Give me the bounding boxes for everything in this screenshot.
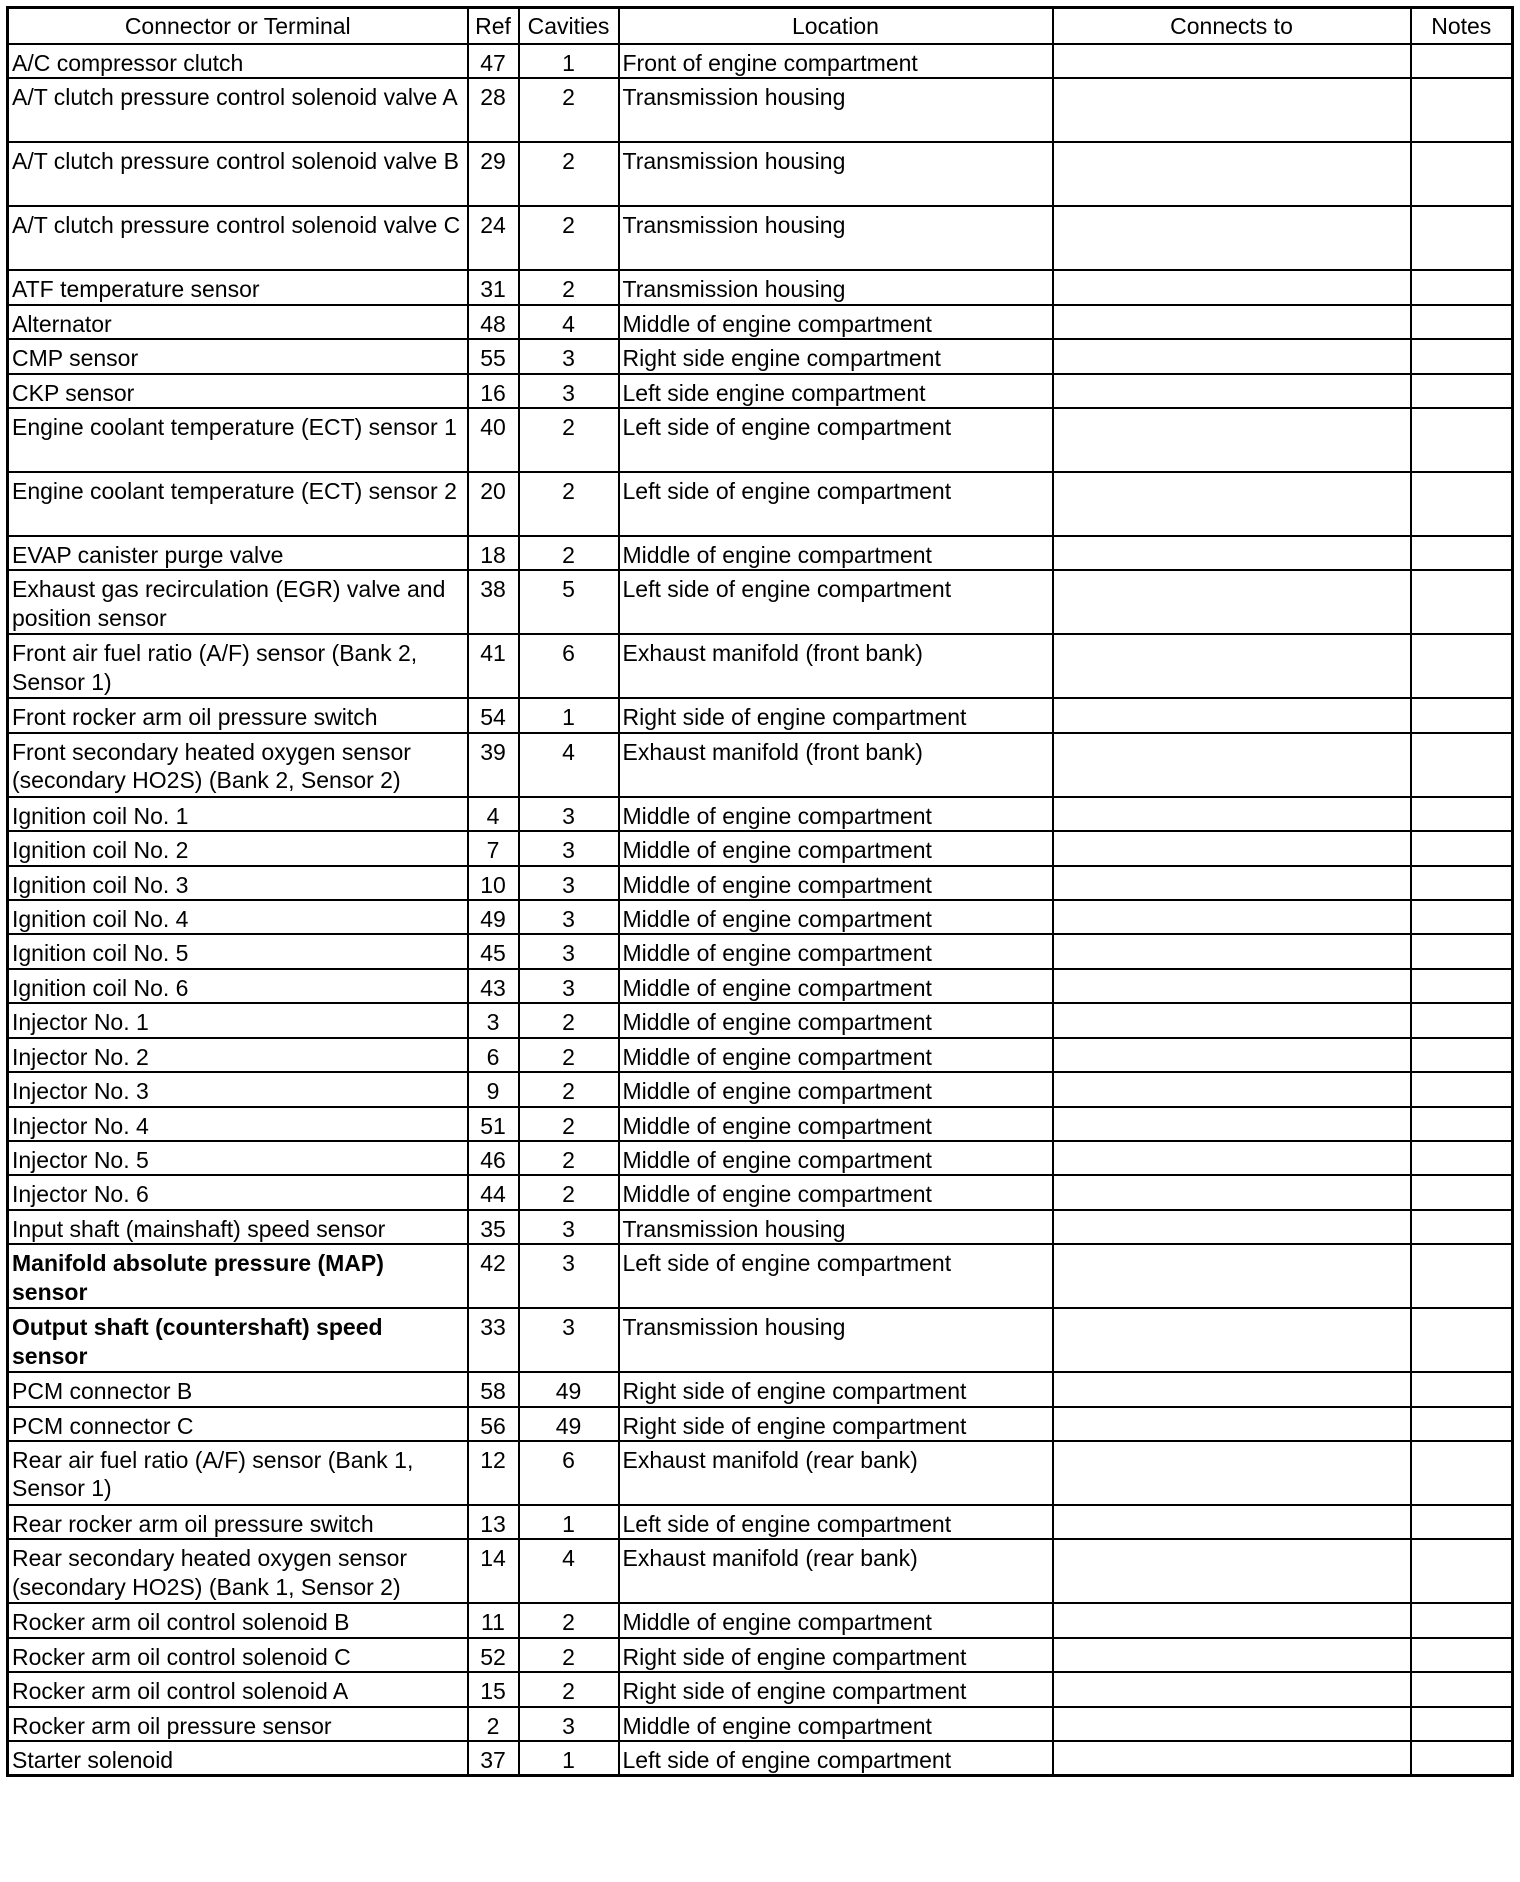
connector-table bbox=[6, 6, 1514, 1777]
cell-connects-to bbox=[1053, 1603, 1411, 1637]
cell-ref: 40 bbox=[468, 408, 519, 472]
cell-notes bbox=[1411, 44, 1513, 78]
cell-connects-to bbox=[1053, 1175, 1411, 1209]
cell-connector: A/T clutch pressure control solenoid valve B bbox=[8, 142, 468, 206]
cell-location: Middle of engine compartment bbox=[619, 305, 1053, 339]
cell-connects-to bbox=[1053, 44, 1411, 78]
cell-location: Right side of engine compartment bbox=[619, 1672, 1053, 1706]
cell-location: Transmission housing bbox=[619, 206, 1053, 270]
table-row bbox=[8, 206, 1513, 270]
cell-cavities: 2 bbox=[519, 1038, 619, 1072]
cell-connector: Engine coolant temperature (ECT) sensor 1 bbox=[8, 408, 468, 472]
table-row bbox=[8, 1505, 1513, 1539]
cell-connector: Front rocker arm oil pressure switch bbox=[8, 698, 468, 732]
table-row bbox=[8, 1210, 1513, 1244]
cell-connects-to bbox=[1053, 831, 1411, 865]
table-row bbox=[8, 900, 1513, 934]
cell-notes bbox=[1411, 472, 1513, 536]
cell-cavities: 3 bbox=[519, 797, 619, 831]
cell-location: Left side engine compartment bbox=[619, 374, 1053, 408]
table-row bbox=[8, 374, 1513, 408]
cell-location: Middle of engine compartment bbox=[619, 1107, 1053, 1141]
cell-ref: 6 bbox=[468, 1038, 519, 1072]
cell-cavities: 2 bbox=[519, 408, 619, 472]
cell-connects-to bbox=[1053, 339, 1411, 373]
cell-cavities: 3 bbox=[519, 1210, 619, 1244]
cell-ref: 54 bbox=[468, 698, 519, 732]
cell-location: Middle of engine compartment bbox=[619, 536, 1053, 570]
cell-connector: Alternator bbox=[8, 305, 468, 339]
cell-location: Right side of engine compartment bbox=[619, 698, 1053, 732]
cell-location: Middle of engine compartment bbox=[619, 797, 1053, 831]
cell-notes bbox=[1411, 1539, 1513, 1603]
cell-location: Middle of engine compartment bbox=[619, 1072, 1053, 1106]
cell-connector: Injector No. 6 bbox=[8, 1175, 468, 1209]
cell-cavities: 2 bbox=[519, 1003, 619, 1037]
table-row bbox=[8, 1038, 1513, 1072]
header-connects-to: Connects to bbox=[1053, 8, 1411, 45]
cell-notes bbox=[1411, 698, 1513, 732]
cell-connects-to bbox=[1053, 1072, 1411, 1106]
cell-ref: 14 bbox=[468, 1539, 519, 1603]
cell-connects-to bbox=[1053, 570, 1411, 634]
cell-location: Middle of engine compartment bbox=[619, 969, 1053, 1003]
cell-connector: A/C compressor clutch bbox=[8, 44, 468, 78]
table-row bbox=[8, 536, 1513, 570]
cell-connects-to bbox=[1053, 408, 1411, 472]
cell-cavities: 2 bbox=[519, 536, 619, 570]
cell-ref: 11 bbox=[468, 1603, 519, 1637]
cell-ref: 46 bbox=[468, 1141, 519, 1175]
cell-notes bbox=[1411, 969, 1513, 1003]
cell-ref: 7 bbox=[468, 831, 519, 865]
table-row bbox=[8, 44, 1513, 78]
cell-connector: Ignition coil No. 1 bbox=[8, 797, 468, 831]
table-row bbox=[8, 305, 1513, 339]
cell-connector: Engine coolant temperature (ECT) sensor 2 bbox=[8, 472, 468, 536]
cell-cavities: 1 bbox=[519, 1741, 619, 1776]
cell-connects-to bbox=[1053, 1141, 1411, 1175]
cell-location: Left side of engine compartment bbox=[619, 472, 1053, 536]
cell-connector: Front secondary heated oxygen sensor (secondary HO2S) (Bank 2, Sensor 2) bbox=[8, 733, 468, 797]
cell-connector: EVAP canister purge valve bbox=[8, 536, 468, 570]
cell-connects-to bbox=[1053, 1407, 1411, 1441]
cell-connector: Rear secondary heated oxygen sensor (secondary HO2S) (Bank 1, Sensor 2) bbox=[8, 1539, 468, 1603]
cell-connects-to bbox=[1053, 374, 1411, 408]
cell-location: Middle of engine compartment bbox=[619, 934, 1053, 968]
cell-connects-to bbox=[1053, 1308, 1411, 1372]
cell-connector: PCM connector B bbox=[8, 1372, 468, 1406]
cell-location: Exhaust manifold (front bank) bbox=[619, 634, 1053, 698]
cell-notes bbox=[1411, 1707, 1513, 1741]
header-row bbox=[8, 8, 1513, 45]
cell-cavities: 3 bbox=[519, 1707, 619, 1741]
cell-notes bbox=[1411, 1003, 1513, 1037]
cell-ref: 9 bbox=[468, 1072, 519, 1106]
cell-connector: Front air fuel ratio (A/F) sensor (Bank 2, Sensor 1) bbox=[8, 634, 468, 698]
cell-notes bbox=[1411, 1210, 1513, 1244]
cell-cavities: 3 bbox=[519, 934, 619, 968]
cell-cavities: 2 bbox=[519, 1603, 619, 1637]
cell-notes bbox=[1411, 78, 1513, 142]
cell-notes bbox=[1411, 1141, 1513, 1175]
cell-connects-to bbox=[1053, 1244, 1411, 1308]
cell-connector: Exhaust gas recirculation (EGR) valve and position sensor bbox=[8, 570, 468, 634]
cell-notes bbox=[1411, 733, 1513, 797]
table-row bbox=[8, 1741, 1513, 1776]
table-row bbox=[8, 142, 1513, 206]
cell-connects-to bbox=[1053, 142, 1411, 206]
cell-ref: 2 bbox=[468, 1707, 519, 1741]
cell-cavities: 2 bbox=[519, 1672, 619, 1706]
cell-cavities: 3 bbox=[519, 1308, 619, 1372]
cell-ref: 28 bbox=[468, 78, 519, 142]
cell-location: Transmission housing bbox=[619, 78, 1053, 142]
cell-location: Transmission housing bbox=[619, 1308, 1053, 1372]
cell-location: Exhaust manifold (rear bank) bbox=[619, 1441, 1053, 1505]
cell-connector: PCM connector C bbox=[8, 1407, 468, 1441]
table-body bbox=[8, 44, 1513, 1776]
cell-ref: 4 bbox=[468, 797, 519, 831]
cell-location: Exhaust manifold (rear bank) bbox=[619, 1539, 1053, 1603]
cell-connects-to bbox=[1053, 1003, 1411, 1037]
cell-ref: 39 bbox=[468, 733, 519, 797]
table-row bbox=[8, 934, 1513, 968]
cell-cavities: 6 bbox=[519, 1441, 619, 1505]
cell-connects-to bbox=[1053, 1372, 1411, 1406]
cell-ref: 43 bbox=[468, 969, 519, 1003]
cell-connects-to bbox=[1053, 1038, 1411, 1072]
cell-location: Middle of engine compartment bbox=[619, 866, 1053, 900]
cell-notes bbox=[1411, 1603, 1513, 1637]
cell-connector: Injector No. 4 bbox=[8, 1107, 468, 1141]
cell-cavities: 2 bbox=[519, 1175, 619, 1209]
cell-cavities: 3 bbox=[519, 969, 619, 1003]
cell-connector: Rocker arm oil control solenoid C bbox=[8, 1638, 468, 1672]
table-row bbox=[8, 408, 1513, 472]
cell-connector: Ignition coil No. 2 bbox=[8, 831, 468, 865]
cell-connects-to bbox=[1053, 634, 1411, 698]
cell-notes bbox=[1411, 1244, 1513, 1308]
table-row bbox=[8, 1244, 1513, 1308]
cell-location: Transmission housing bbox=[619, 142, 1053, 206]
cell-notes bbox=[1411, 1107, 1513, 1141]
cell-connects-to bbox=[1053, 866, 1411, 900]
cell-connects-to bbox=[1053, 1107, 1411, 1141]
cell-connects-to bbox=[1053, 1638, 1411, 1672]
cell-connects-to bbox=[1053, 797, 1411, 831]
table-row bbox=[8, 797, 1513, 831]
cell-connector: Starter solenoid bbox=[8, 1741, 468, 1776]
cell-location: Middle of engine compartment bbox=[619, 900, 1053, 934]
table-row bbox=[8, 339, 1513, 373]
cell-ref: 16 bbox=[468, 374, 519, 408]
cell-connects-to bbox=[1053, 1741, 1411, 1776]
table-row bbox=[8, 1407, 1513, 1441]
table-row bbox=[8, 733, 1513, 797]
cell-ref: 44 bbox=[468, 1175, 519, 1209]
cell-notes bbox=[1411, 570, 1513, 634]
header-ref: Ref bbox=[468, 8, 519, 45]
table-row bbox=[8, 1141, 1513, 1175]
cell-notes bbox=[1411, 374, 1513, 408]
cell-connects-to bbox=[1053, 1672, 1411, 1706]
cell-ref: 24 bbox=[468, 206, 519, 270]
cell-connector: Manifold absolute pressure (MAP) sensor bbox=[8, 1244, 468, 1308]
cell-notes bbox=[1411, 536, 1513, 570]
cell-notes bbox=[1411, 797, 1513, 831]
cell-ref: 56 bbox=[468, 1407, 519, 1441]
cell-connects-to bbox=[1053, 206, 1411, 270]
table-row bbox=[8, 1707, 1513, 1741]
cell-ref: 51 bbox=[468, 1107, 519, 1141]
header-notes: Notes bbox=[1411, 8, 1513, 45]
table-row bbox=[8, 1175, 1513, 1209]
cell-connector: Ignition coil No. 6 bbox=[8, 969, 468, 1003]
cell-ref: 37 bbox=[468, 1741, 519, 1776]
cell-connector: A/T clutch pressure control solenoid valve A bbox=[8, 78, 468, 142]
cell-cavities: 2 bbox=[519, 1072, 619, 1106]
cell-connector: CKP sensor bbox=[8, 374, 468, 408]
cell-cavities: 2 bbox=[519, 270, 619, 304]
cell-location: Right side engine compartment bbox=[619, 339, 1053, 373]
cell-notes bbox=[1411, 1741, 1513, 1776]
cell-connector: Rear air fuel ratio (A/F) sensor (Bank 1, Sensor 1) bbox=[8, 1441, 468, 1505]
cell-connector: Ignition coil No. 5 bbox=[8, 934, 468, 968]
table-row bbox=[8, 969, 1513, 1003]
cell-location: Left side of engine compartment bbox=[619, 570, 1053, 634]
cell-connects-to bbox=[1053, 270, 1411, 304]
cell-connects-to bbox=[1053, 1505, 1411, 1539]
cell-cavities: 2 bbox=[519, 206, 619, 270]
cell-cavities: 3 bbox=[519, 374, 619, 408]
cell-ref: 45 bbox=[468, 934, 519, 968]
cell-ref: 58 bbox=[468, 1372, 519, 1406]
cell-connector: Rocker arm oil control solenoid B bbox=[8, 1603, 468, 1637]
cell-notes bbox=[1411, 831, 1513, 865]
cell-location: Right side of engine compartment bbox=[619, 1407, 1053, 1441]
cell-connector: Injector No. 3 bbox=[8, 1072, 468, 1106]
cell-connector: Injector No. 1 bbox=[8, 1003, 468, 1037]
table-row bbox=[8, 698, 1513, 732]
cell-connector: Input shaft (mainshaft) speed sensor bbox=[8, 1210, 468, 1244]
table-row bbox=[8, 1072, 1513, 1106]
cell-connects-to bbox=[1053, 1210, 1411, 1244]
cell-location: Middle of engine compartment bbox=[619, 1175, 1053, 1209]
cell-notes bbox=[1411, 934, 1513, 968]
cell-location: Left side of engine compartment bbox=[619, 1741, 1053, 1776]
cell-cavities: 2 bbox=[519, 472, 619, 536]
cell-cavities: 49 bbox=[519, 1372, 619, 1406]
table-row bbox=[8, 270, 1513, 304]
cell-notes bbox=[1411, 1372, 1513, 1406]
cell-cavities: 2 bbox=[519, 1638, 619, 1672]
header-connector-or-terminal: Connector or Terminal bbox=[8, 8, 468, 45]
cell-cavities: 4 bbox=[519, 305, 619, 339]
cell-location: Middle of engine compartment bbox=[619, 831, 1053, 865]
table-row bbox=[8, 570, 1513, 634]
cell-location: Middle of engine compartment bbox=[619, 1003, 1053, 1037]
table-header bbox=[8, 8, 1513, 45]
cell-notes bbox=[1411, 1638, 1513, 1672]
cell-location: Exhaust manifold (front bank) bbox=[619, 733, 1053, 797]
cell-location: Middle of engine compartment bbox=[619, 1603, 1053, 1637]
table-row bbox=[8, 1539, 1513, 1603]
cell-connects-to bbox=[1053, 1707, 1411, 1741]
cell-ref: 47 bbox=[468, 44, 519, 78]
cell-cavities: 3 bbox=[519, 831, 619, 865]
cell-connector: A/T clutch pressure control solenoid valve C bbox=[8, 206, 468, 270]
cell-location: Left side of engine compartment bbox=[619, 408, 1053, 472]
cell-connects-to bbox=[1053, 698, 1411, 732]
cell-cavities: 1 bbox=[519, 698, 619, 732]
cell-connector: Injector No. 2 bbox=[8, 1038, 468, 1072]
cell-cavities: 6 bbox=[519, 634, 619, 698]
cell-connector: Injector No. 5 bbox=[8, 1141, 468, 1175]
cell-location: Left side of engine compartment bbox=[619, 1244, 1053, 1308]
table-row bbox=[8, 634, 1513, 698]
cell-notes bbox=[1411, 634, 1513, 698]
cell-notes bbox=[1411, 1505, 1513, 1539]
cell-connects-to bbox=[1053, 934, 1411, 968]
cell-connects-to bbox=[1053, 78, 1411, 142]
cell-cavities: 49 bbox=[519, 1407, 619, 1441]
cell-cavities: 3 bbox=[519, 1244, 619, 1308]
cell-cavities: 5 bbox=[519, 570, 619, 634]
cell-ref: 31 bbox=[468, 270, 519, 304]
table-row bbox=[8, 472, 1513, 536]
cell-notes bbox=[1411, 270, 1513, 304]
cell-connects-to bbox=[1053, 969, 1411, 1003]
cell-location: Right side of engine compartment bbox=[619, 1372, 1053, 1406]
cell-notes bbox=[1411, 1175, 1513, 1209]
cell-cavities: 1 bbox=[519, 1505, 619, 1539]
cell-ref: 3 bbox=[468, 1003, 519, 1037]
cell-location: Middle of engine compartment bbox=[619, 1038, 1053, 1072]
cell-connects-to bbox=[1053, 305, 1411, 339]
cell-notes bbox=[1411, 339, 1513, 373]
cell-connects-to bbox=[1053, 536, 1411, 570]
table-row bbox=[8, 78, 1513, 142]
table-row bbox=[8, 1441, 1513, 1505]
cell-connects-to bbox=[1053, 1441, 1411, 1505]
cell-notes bbox=[1411, 1441, 1513, 1505]
cell-ref: 12 bbox=[468, 1441, 519, 1505]
cell-notes bbox=[1411, 1672, 1513, 1706]
cell-notes bbox=[1411, 305, 1513, 339]
cell-ref: 42 bbox=[468, 1244, 519, 1308]
cell-notes bbox=[1411, 1072, 1513, 1106]
cell-location: Left side of engine compartment bbox=[619, 1505, 1053, 1539]
table-row bbox=[8, 831, 1513, 865]
cell-cavities: 2 bbox=[519, 142, 619, 206]
table-row bbox=[8, 1672, 1513, 1706]
cell-notes bbox=[1411, 1407, 1513, 1441]
cell-connects-to bbox=[1053, 733, 1411, 797]
cell-ref: 35 bbox=[468, 1210, 519, 1244]
cell-connector: CMP sensor bbox=[8, 339, 468, 373]
cell-connector: Rear rocker arm oil pressure switch bbox=[8, 1505, 468, 1539]
cell-ref: 52 bbox=[468, 1638, 519, 1672]
cell-notes bbox=[1411, 142, 1513, 206]
cell-ref: 10 bbox=[468, 866, 519, 900]
cell-location: Right side of engine compartment bbox=[619, 1638, 1053, 1672]
cell-notes bbox=[1411, 1308, 1513, 1372]
cell-notes bbox=[1411, 866, 1513, 900]
table-row bbox=[8, 866, 1513, 900]
table-row bbox=[8, 1603, 1513, 1637]
cell-notes bbox=[1411, 206, 1513, 270]
cell-cavities: 4 bbox=[519, 733, 619, 797]
cell-cavities: 2 bbox=[519, 1141, 619, 1175]
cell-ref: 38 bbox=[468, 570, 519, 634]
cell-ref: 18 bbox=[468, 536, 519, 570]
table-row bbox=[8, 1638, 1513, 1672]
cell-connects-to bbox=[1053, 472, 1411, 536]
cell-cavities: 3 bbox=[519, 900, 619, 934]
cell-connector: Ignition coil No. 3 bbox=[8, 866, 468, 900]
cell-cavities: 2 bbox=[519, 78, 619, 142]
cell-ref: 33 bbox=[468, 1308, 519, 1372]
cell-notes bbox=[1411, 1038, 1513, 1072]
cell-cavities: 2 bbox=[519, 1107, 619, 1141]
cell-ref: 41 bbox=[468, 634, 519, 698]
cell-cavities: 4 bbox=[519, 1539, 619, 1603]
cell-notes bbox=[1411, 900, 1513, 934]
cell-location: Front of engine compartment bbox=[619, 44, 1053, 78]
cell-connects-to bbox=[1053, 1539, 1411, 1603]
cell-ref: 20 bbox=[468, 472, 519, 536]
table-row bbox=[8, 1003, 1513, 1037]
cell-connector: Rocker arm oil pressure sensor bbox=[8, 1707, 468, 1741]
cell-ref: 29 bbox=[468, 142, 519, 206]
cell-notes bbox=[1411, 408, 1513, 472]
cell-ref: 55 bbox=[468, 339, 519, 373]
table-row bbox=[8, 1107, 1513, 1141]
table-row bbox=[8, 1372, 1513, 1406]
header-cavities: Cavities bbox=[519, 8, 619, 45]
cell-connects-to bbox=[1053, 900, 1411, 934]
cell-cavities: 1 bbox=[519, 44, 619, 78]
table-row bbox=[8, 1308, 1513, 1372]
cell-location: Middle of engine compartment bbox=[619, 1141, 1053, 1175]
header-location: Location bbox=[619, 8, 1053, 45]
cell-cavities: 3 bbox=[519, 866, 619, 900]
cell-ref: 49 bbox=[468, 900, 519, 934]
cell-connector: ATF temperature sensor bbox=[8, 270, 468, 304]
cell-location: Middle of engine compartment bbox=[619, 1707, 1053, 1741]
cell-ref: 48 bbox=[468, 305, 519, 339]
cell-ref: 15 bbox=[468, 1672, 519, 1706]
cell-cavities: 3 bbox=[519, 339, 619, 373]
cell-location: Transmission housing bbox=[619, 270, 1053, 304]
cell-connector: Rocker arm oil control solenoid A bbox=[8, 1672, 468, 1706]
cell-ref: 13 bbox=[468, 1505, 519, 1539]
cell-connector: Ignition coil No. 4 bbox=[8, 900, 468, 934]
cell-location: Transmission housing bbox=[619, 1210, 1053, 1244]
cell-connector: Output shaft (countershaft) speed sensor bbox=[8, 1308, 468, 1372]
